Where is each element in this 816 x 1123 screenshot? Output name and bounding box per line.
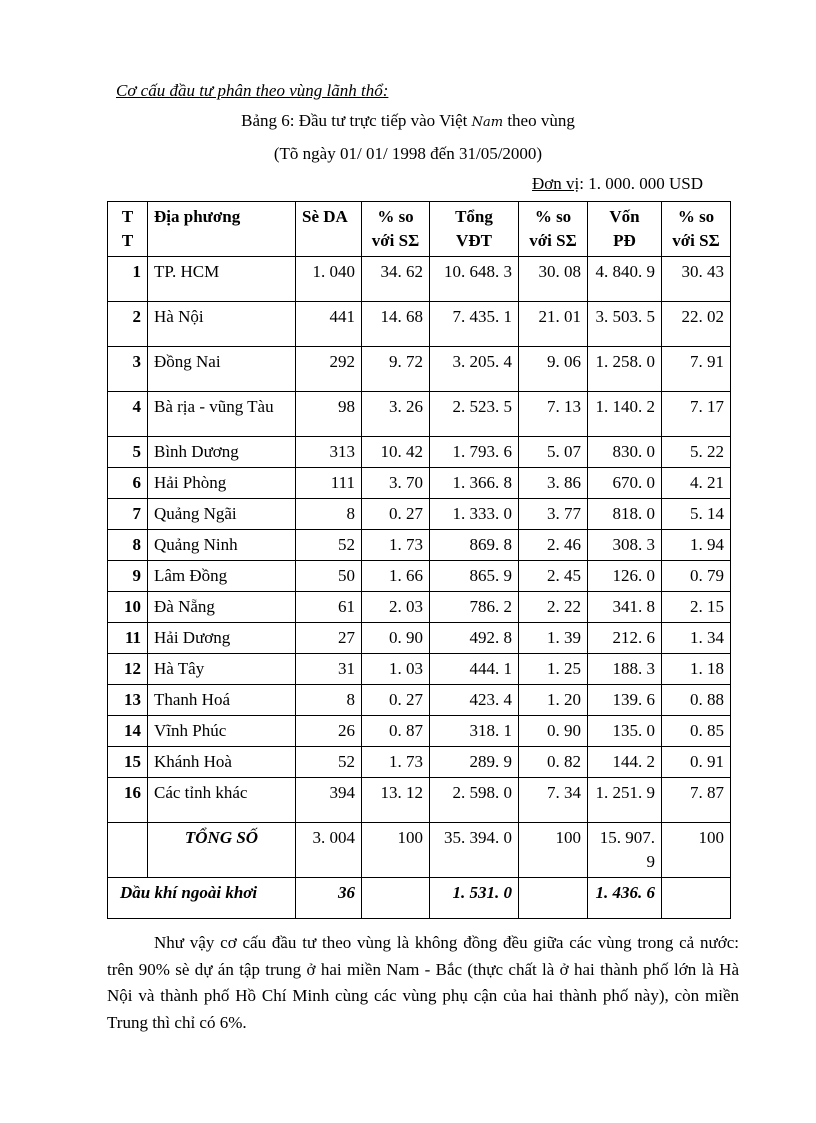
table-row — [108, 302, 731, 347]
header-line-1: Địa phương — [154, 207, 241, 226]
project-count: 441 — [296, 302, 362, 347]
total-row — [108, 823, 731, 878]
total-total-investment: 35. 394. 0 — [430, 823, 519, 878]
approved-capital: 139. 6 — [588, 685, 662, 716]
project-count: 313 — [296, 437, 362, 468]
project-count: 61 — [296, 592, 362, 623]
project-share: 1. 73 — [362, 530, 430, 561]
row-number: 7 — [108, 499, 148, 530]
row-number: 3 — [108, 347, 148, 392]
total-investment: 2. 523. 5 — [430, 392, 519, 437]
project-count: 26 — [296, 716, 362, 747]
table-row — [108, 561, 731, 592]
region-name: Các tỉnh khác — [148, 778, 296, 823]
capital-share: 5. 22 — [662, 437, 731, 468]
approved-capital: 3. 503. 5 — [588, 302, 662, 347]
capital-share: 4. 21 — [662, 468, 731, 499]
capital-share: 0. 88 — [662, 685, 731, 716]
approved-capital: 341. 8 — [588, 592, 662, 623]
project-count: 8 — [296, 685, 362, 716]
table-row — [108, 623, 731, 654]
project-share: 0. 27 — [362, 685, 430, 716]
investment-table — [107, 201, 731, 919]
capital-share: 22. 02 — [662, 302, 731, 347]
capital-share: 0. 79 — [662, 561, 731, 592]
summary-paragraph: Như vậy cơ cấu đầu tư theo vùng là không đồng đều giữa các vùng trong cả nước: trên 90% sè dự án tập trung ở hai miền Nam - Bắc (thực chất là ở hai thành phố lớn là Hà Nội và thành phố Hồ Chí Minh cùng các vùng phụ cận của hai thành phố này), còn miền Trung thì chỉ có 6%. — [107, 933, 739, 1032]
table-row — [108, 685, 731, 716]
total-investment: 492. 8 — [430, 623, 519, 654]
total-investment: 2. 598. 0 — [430, 778, 519, 823]
project-count: 8 — [296, 499, 362, 530]
region-name: Hải Phòng — [148, 468, 296, 499]
capital-share: 7. 17 — [662, 392, 731, 437]
project-share: 1. 66 — [362, 561, 430, 592]
approved-capital: 308. 3 — [588, 530, 662, 561]
investment-share: 2. 22 — [519, 592, 588, 623]
header-cell — [296, 202, 362, 257]
offshore-project-count: 36 — [296, 878, 362, 919]
row-number: 5 — [108, 437, 148, 468]
approved-capital: 1. 258. 0 — [588, 347, 662, 392]
total-investment: 1. 366. 8 — [430, 468, 519, 499]
region-name: Lâm Đồng — [148, 561, 296, 592]
project-count: 52 — [296, 747, 362, 778]
investment-share: 7. 13 — [519, 392, 588, 437]
unit-note — [532, 174, 703, 194]
header-line-2: T — [121, 231, 134, 250]
project-count: 98 — [296, 392, 362, 437]
header-cell — [148, 202, 296, 257]
header-line-1: % so — [534, 207, 572, 226]
capital-share: 30. 43 — [662, 257, 731, 302]
header-line-2: PĐ — [613, 231, 636, 250]
total-investment: 1. 793. 6 — [430, 437, 519, 468]
table-title: Bảng 6: Đầu tư trực tiếp vào Việt Nam theo vùng — [241, 111, 575, 130]
total-investment: 869. 8 — [430, 530, 519, 561]
section-heading: Cơ cấu đầu tư phân theo vùng lãnh thổ: — [116, 81, 389, 100]
total-project-count: 3. 004 — [296, 823, 362, 878]
total-investment: 786. 2 — [430, 592, 519, 623]
region-name: Quảng Ngãi — [148, 499, 296, 530]
unit-value: : 1. 000. 000 USD — [579, 174, 703, 193]
approved-capital: 144. 2 — [588, 747, 662, 778]
header-line-1: % so — [677, 207, 715, 226]
header-line-1: T — [121, 207, 134, 226]
total-investment: 289. 9 — [430, 747, 519, 778]
table-row — [108, 392, 731, 437]
project-share: 1. 03 — [362, 654, 430, 685]
row-number: 12 — [108, 654, 148, 685]
approved-capital: 670. 0 — [588, 468, 662, 499]
table-row — [108, 654, 731, 685]
capital-share: 0. 85 — [662, 716, 731, 747]
row-number: 9 — [108, 561, 148, 592]
header-cell — [108, 202, 148, 257]
capital-share: 7. 87 — [662, 778, 731, 823]
offshore-empty-cell — [362, 878, 430, 919]
investment-share: 0. 90 — [519, 716, 588, 747]
region-name: Bình Dương — [148, 437, 296, 468]
unit-label: Đơn vị — [532, 174, 580, 193]
header-line-2: với SΣ — [371, 231, 420, 250]
region-name: Đà Nẵng — [148, 592, 296, 623]
investment-share: 1. 39 — [519, 623, 588, 654]
table-row — [108, 747, 731, 778]
approved-capital: 135. 0 — [588, 716, 662, 747]
investment-share: 2. 45 — [519, 561, 588, 592]
table-body — [108, 257, 731, 919]
capital-share: 1. 18 — [662, 654, 731, 685]
total-investment: 865. 9 — [430, 561, 519, 592]
title-nam-word: Nam — [471, 115, 504, 130]
row-number: 6 — [108, 468, 148, 499]
region-name: Thanh Hoá — [148, 685, 296, 716]
offshore-row — [108, 878, 731, 919]
region-name: Đồng Nai — [148, 347, 296, 392]
total-investment: 1. 333. 0 — [430, 499, 519, 530]
row-number: 1 — [108, 257, 148, 302]
header-line-1: Tổng — [455, 207, 493, 226]
investment-share: 30. 08 — [519, 257, 588, 302]
row-number: 2 — [108, 302, 148, 347]
table-row — [108, 437, 731, 468]
row-number: 8 — [108, 530, 148, 561]
header-line-2: VĐT — [456, 231, 492, 250]
approved-capital: 126. 0 — [588, 561, 662, 592]
row-number: 10 — [108, 592, 148, 623]
table-row — [108, 499, 731, 530]
total-capital-share: 100 — [662, 823, 731, 878]
region-name: Hà Tây — [148, 654, 296, 685]
total-investment: 444. 1 — [430, 654, 519, 685]
project-share: 34. 62 — [362, 257, 430, 302]
approved-capital: 4. 840. 9 — [588, 257, 662, 302]
project-share: 3. 70 — [362, 468, 430, 499]
project-count: 27 — [296, 623, 362, 654]
table-row — [108, 716, 731, 747]
header-line-1: % so — [377, 207, 414, 226]
project-share: 0. 27 — [362, 499, 430, 530]
investment-share: 7. 34 — [519, 778, 588, 823]
project-count: 31 — [296, 654, 362, 685]
offshore-label: Dầu khí ngoài khơi — [108, 878, 296, 919]
total-empty-cell — [108, 823, 148, 878]
capital-share: 1. 34 — [662, 623, 731, 654]
total-investment: 10. 648. 3 — [430, 257, 519, 302]
total-investment: 7. 435. 1 — [430, 302, 519, 347]
investment-share: 5. 07 — [519, 437, 588, 468]
header-line-1: Vốn — [609, 207, 640, 226]
investment-share: 1. 25 — [519, 654, 588, 685]
project-share: 10. 42 — [362, 437, 430, 468]
capital-share: 2. 15 — [662, 592, 731, 623]
total-investment: 3. 205. 4 — [430, 347, 519, 392]
table-subtitle: (Tõ ngày 01/ 01/ 1998 đến 31/05/2000) — [273, 144, 543, 163]
approved-capital: 1. 251. 9 — [588, 778, 662, 823]
project-share: 3. 26 — [362, 392, 430, 437]
investment-share: 1. 20 — [519, 685, 588, 716]
approved-capital: 830. 0 — [588, 437, 662, 468]
row-number: 14 — [108, 716, 148, 747]
offshore-empty-cell — [519, 878, 588, 919]
header-cell — [519, 202, 588, 257]
total-investment: 318. 1 — [430, 716, 519, 747]
total-approved-capital: 15. 907. 9 — [588, 823, 662, 878]
capital-share: 5. 14 — [662, 499, 731, 530]
region-name: Vĩnh Phúc — [148, 716, 296, 747]
investment-share: 0. 82 — [519, 747, 588, 778]
approved-capital: 818. 0 — [588, 499, 662, 530]
row-number: 16 — [108, 778, 148, 823]
table-row — [108, 778, 731, 823]
region-name: Hà Nội — [148, 302, 296, 347]
project-count: 52 — [296, 530, 362, 561]
header-cell — [362, 202, 430, 257]
region-name: Khánh Hoà — [148, 747, 296, 778]
project-count: 394 — [296, 778, 362, 823]
project-share: 1. 73 — [362, 747, 430, 778]
row-number: 15 — [108, 747, 148, 778]
total-project-share: 100 — [362, 823, 430, 878]
total-label: TỔNG SỐ — [148, 823, 296, 878]
capital-share: 1. 94 — [662, 530, 731, 561]
total-investment: 423. 4 — [430, 685, 519, 716]
investment-share: 2. 46 — [519, 530, 588, 561]
investment-share: 3. 86 — [519, 468, 588, 499]
project-share: 9. 72 — [362, 347, 430, 392]
table-row — [108, 257, 731, 302]
offshore-empty-cell — [662, 878, 731, 919]
header-line-1: Sè DA — [302, 207, 348, 226]
project-count: 292 — [296, 347, 362, 392]
table-row — [108, 592, 731, 623]
region-name: Quảng Ninh — [148, 530, 296, 561]
row-number: 13 — [108, 685, 148, 716]
header-line-2: với SΣ — [672, 231, 720, 250]
header-cell — [430, 202, 519, 257]
capital-share: 0. 91 — [662, 747, 731, 778]
table-row — [108, 530, 731, 561]
project-share: 13. 12 — [362, 778, 430, 823]
header-cell — [662, 202, 731, 257]
approved-capital: 1. 140. 2 — [588, 392, 662, 437]
table-row — [108, 347, 731, 392]
header-cell — [588, 202, 662, 257]
offshore-approved-capital: 1. 436. 6 — [588, 878, 662, 919]
region-name: Bà rịa - vũng Tàu — [148, 392, 296, 437]
investment-share: 3. 77 — [519, 499, 588, 530]
project-share: 2. 03 — [362, 592, 430, 623]
row-number: 4 — [108, 392, 148, 437]
project-share: 0. 90 — [362, 623, 430, 654]
investment-share: 9. 06 — [519, 347, 588, 392]
project-share: 14. 68 — [362, 302, 430, 347]
total-investment-share: 100 — [519, 823, 588, 878]
capital-share: 7. 91 — [662, 347, 731, 392]
region-name: Hải Dương — [148, 623, 296, 654]
approved-capital: 212. 6 — [588, 623, 662, 654]
table-header-row — [108, 202, 731, 257]
approved-capital: 188. 3 — [588, 654, 662, 685]
project-count: 111 — [296, 468, 362, 499]
header-line-2: với SΣ — [529, 231, 577, 250]
offshore-total-investment: 1. 531. 0 — [430, 878, 519, 919]
project-share: 0. 87 — [362, 716, 430, 747]
project-count: 1. 040 — [296, 257, 362, 302]
investment-share: 21. 01 — [519, 302, 588, 347]
row-number: 11 — [108, 623, 148, 654]
region-name: TP. HCM — [148, 257, 296, 302]
table-row — [108, 468, 731, 499]
project-count: 50 — [296, 561, 362, 592]
